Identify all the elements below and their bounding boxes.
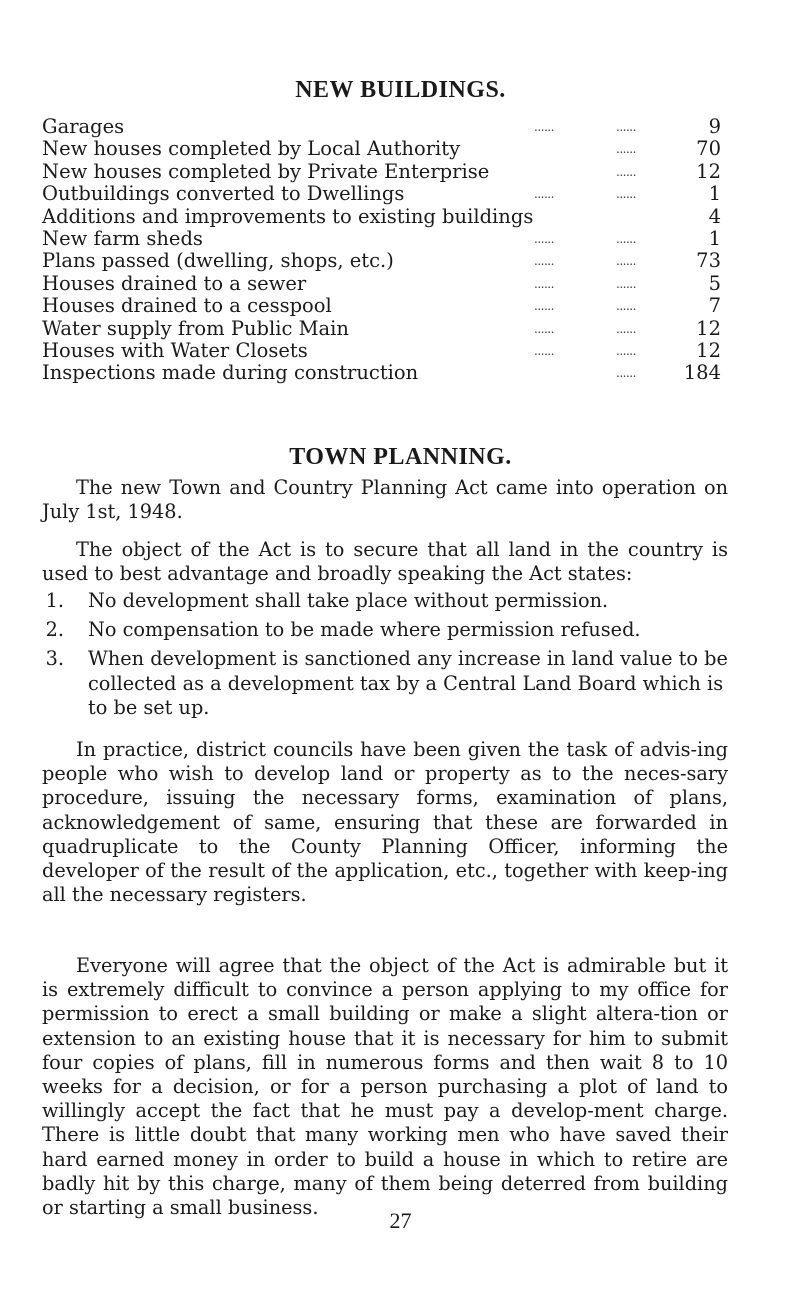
stat-value: 70 <box>696 137 721 161</box>
paragraph-act-object: The object of the Act is to secure that all land in the country is used to best advantage and broadly speaking the Act states: <box>42 538 728 586</box>
stat-label: Plans passed (dwelling, shops, etc.) <box>42 249 394 273</box>
list-item <box>42 618 728 642</box>
leader-dots: ...... <box>616 254 636 269</box>
stat-label: New houses completed by Private Enterprise <box>42 159 490 183</box>
leader-dots: ...... <box>534 187 554 202</box>
stat-row <box>42 295 721 317</box>
stat-value: 1 <box>708 182 721 206</box>
leader-dots: ...... <box>534 321 554 336</box>
leader-dots: ...... <box>616 142 636 157</box>
leader-dots: ...... <box>534 299 554 314</box>
leader-dots: ...... <box>616 299 636 314</box>
stat-label: New houses completed by Local Authority <box>42 137 461 161</box>
stat-label: Outbuildings converted to Dwellings <box>42 182 405 206</box>
page-number: 27 <box>389 1208 412 1233</box>
stat-value: 5 <box>708 271 721 295</box>
list-item-text: When development is sanctioned any increase in land value to be collected as a development tax by a Central Land Board which is to be set up. <box>88 647 728 719</box>
stat-row <box>42 228 721 250</box>
list-item-text: No compensation to be made where permission refused. <box>88 618 641 642</box>
stat-value: 73 <box>696 249 721 273</box>
stat-label: Additions and improvements to existing buildings <box>42 204 534 228</box>
leader-dots: ...... <box>616 276 636 291</box>
leader-dots: ...... <box>616 343 636 358</box>
paragraph-act-operation: The new Town and Country Planning Act came into operation on July 1st, 1948. <box>42 476 728 524</box>
stat-row <box>42 138 721 160</box>
new-buildings-table <box>42 116 721 385</box>
stat-label: Water supply from Public Main <box>42 316 349 340</box>
leader-dots: ...... <box>616 366 636 381</box>
paragraph-everyone-agree: Everyone will agree that the object of the Act is admirable but it is extremely difficult to convince a person applying to my office for permission to erect a small building or make a slight altera-tion or extension to an existing house that it is necessary for him to submit four copies of plans, fill in numerous forms and then wait 8 to 10 weeks for a decision, or for a person purchasing a plot of land to willingly accept the fact that he must pay a develop-ment charge. There is little doubt that many working men who have saved their hard earned money in order to build a house in which to retire are badly hit by this charge, many of them being deterred from building or starting a small business. <box>42 954 728 1220</box>
stat-label: Garages <box>42 115 125 138</box>
stat-row <box>42 183 721 205</box>
leader-dots: ...... <box>616 321 636 336</box>
stat-row <box>42 161 721 183</box>
stat-label: Inspections made during construction <box>42 361 419 385</box>
leader-dots: ...... <box>534 343 554 358</box>
list-item-number: 3. <box>45 647 64 671</box>
stat-label: New farm sheds <box>42 226 203 250</box>
stat-row <box>42 273 721 295</box>
list-item <box>42 589 728 613</box>
stat-value: 7 <box>708 294 721 318</box>
leader-dots: ...... <box>534 254 554 269</box>
stat-row <box>42 340 721 362</box>
stat-value: 4 <box>708 204 721 228</box>
stat-value: 12 <box>696 338 721 362</box>
stat-row <box>42 250 721 272</box>
list-item-number: 1. <box>45 589 64 612</box>
stat-row <box>42 318 721 340</box>
stat-row <box>42 116 721 138</box>
act-provisions-list <box>42 589 728 725</box>
paragraph-in-practice: In practice, district councils have been given the task of advis-ing people who wish to develop land or property as to the neces-sary procedure, issuing the necessary forms, examination of plans, acknowledgement of same, ensuring that these are forwarded in quadruplicate to the County Planning Officer, informing the developer of the result of the application, etc., together with keep-ing all the necessary registers. <box>42 738 728 907</box>
stat-value: 12 <box>696 159 721 183</box>
stat-label: Houses with Water Closets <box>42 338 308 362</box>
leader-dots: ...... <box>534 120 554 134</box>
list-item-number: 2. <box>45 618 64 642</box>
stat-value: 184 <box>683 361 721 385</box>
leader-dots: ...... <box>616 120 636 134</box>
leader-dots: ...... <box>616 187 636 202</box>
heading-new-buildings: NEW BUILDINGS. <box>295 77 506 103</box>
stat-label: Houses drained to a sewer <box>42 271 307 295</box>
heading-town-planning: TOWN PLANNING. <box>289 444 512 470</box>
stat-value: 1 <box>708 226 721 250</box>
list-item <box>42 647 728 720</box>
leader-dots: ...... <box>534 231 554 246</box>
stat-value: 12 <box>696 316 721 340</box>
stat-value: 9 <box>708 115 721 138</box>
leader-dots: ...... <box>534 276 554 291</box>
leader-dots: ...... <box>616 231 636 246</box>
stat-row <box>42 206 721 228</box>
list-item-text: No development shall take place without permission. <box>88 589 609 612</box>
leader-dots: ...... <box>616 164 636 179</box>
stat-row <box>42 362 721 384</box>
stat-label: Houses drained to a cesspool <box>42 294 332 318</box>
